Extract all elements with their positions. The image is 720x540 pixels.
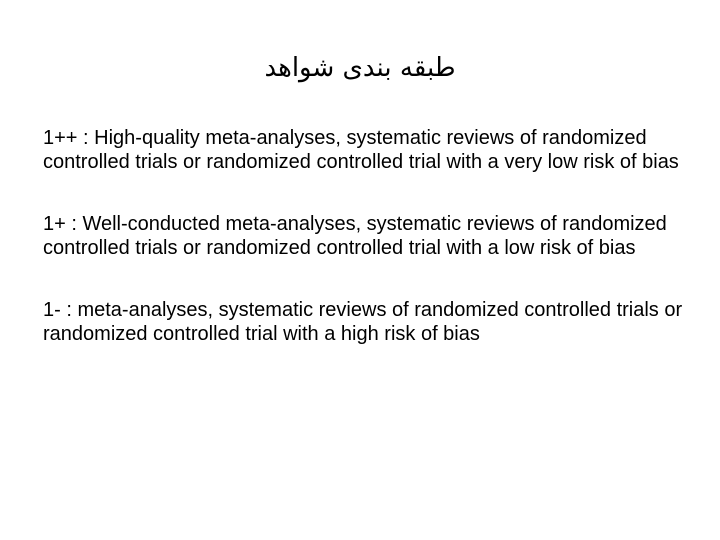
- evidence-level-list: [43, 126, 693, 384]
- evidence-level-1-plus-plus: 1++ : High-quality meta-analyses, systematic reviews of randomized controlled trials or randomized controlled trial with a very low risk of bias: [43, 127, 679, 173]
- slide-title: طبقه بندی شواهد: [264, 53, 456, 83]
- evidence-level-1-minus: 1- : meta-analyses, systematic reviews of randomized controlled trials or randomized controlled trial with a high risk of bias: [43, 299, 683, 345]
- evidence-level-1-plus: 1+ : Well-conducted meta-analyses, systematic reviews of randomized controlled trials or randomized controlled trial with a low risk of bias: [43, 213, 667, 259]
